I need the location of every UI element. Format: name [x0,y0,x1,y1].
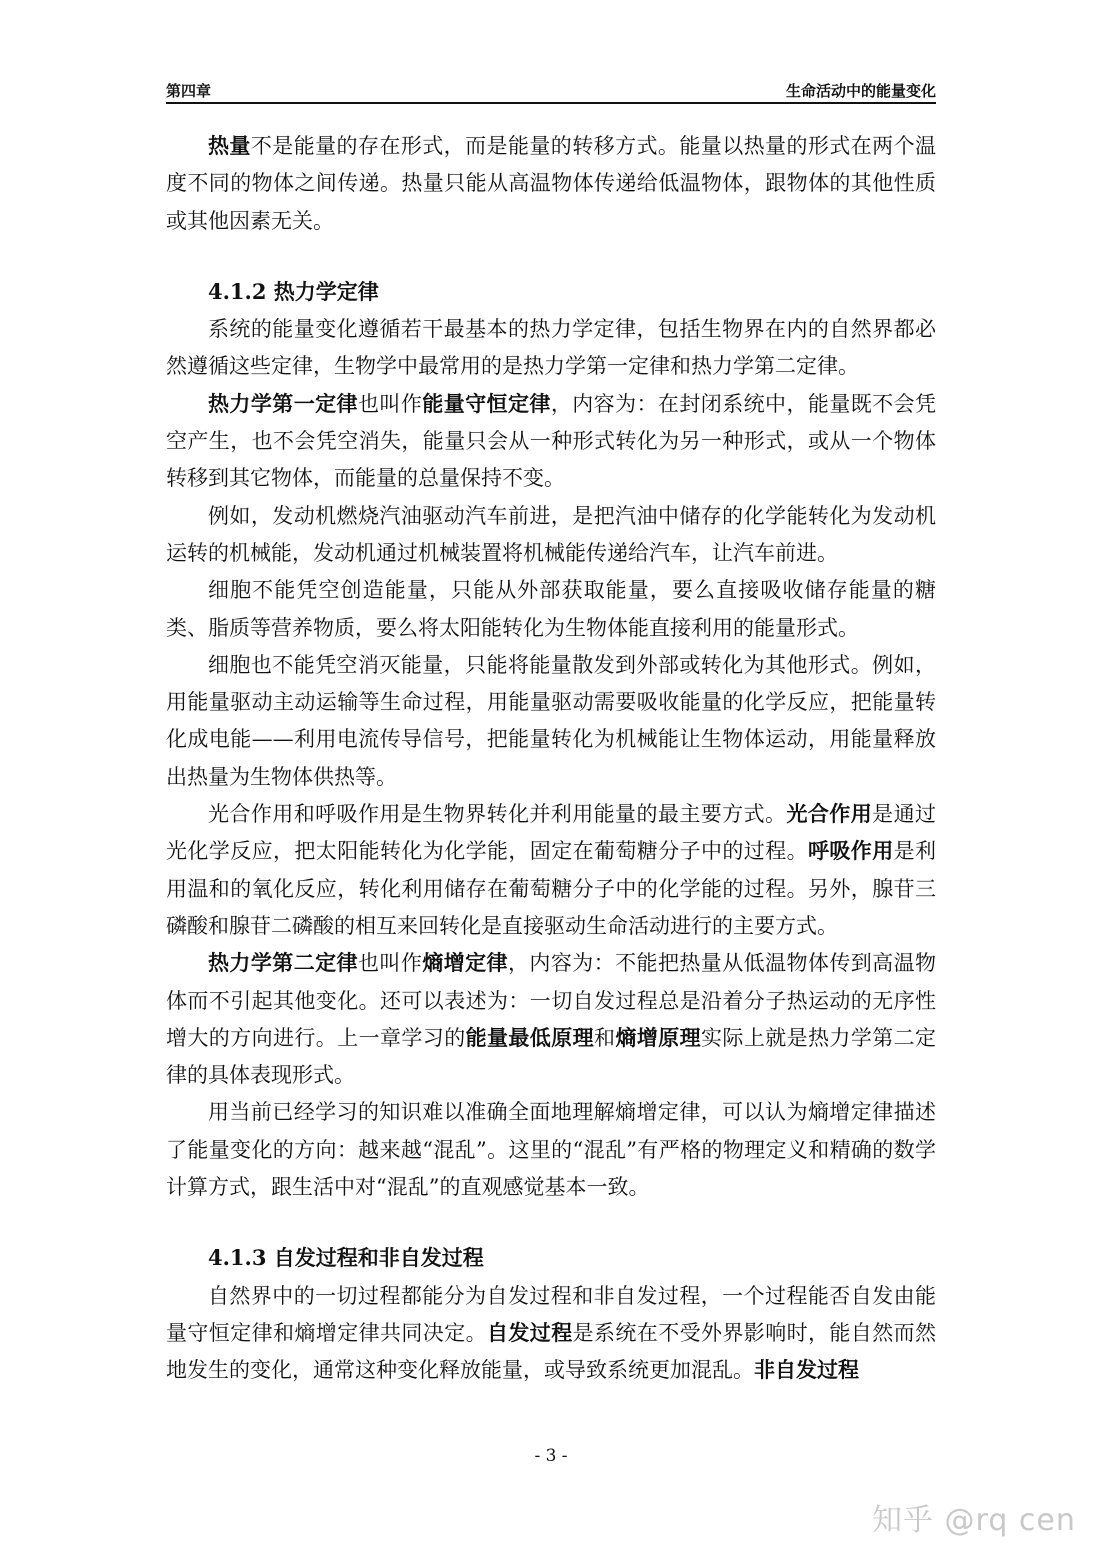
text-run: 光合作用和呼吸作用是生物界转化并利用能量的最主要方式。 [208,802,787,827]
text-run: 是利用温和的氧化反应，转化利用储存在葡萄糖分子中的化学能的过程。另外，腺苷三磷酸和腺苷二磷酸的相互来回转化是直接驱动生命活动进行的主要方式。 [166,839,937,938]
text-run: 不是能量的存在形式，而是能量的转移方式。能量以热量的形式在两个温度不同的物体之间传递。热量只能从高温物体传递给低温物体，跟物体的其他性质或其他因素无关。 [166,134,937,233]
chapter-title: 生命活动中的能量变化 [785,82,936,100]
paragraph [166,1094,936,1206]
bold-term: 呼吸作用 [808,839,894,864]
bold-term: 热力学第一定律 [208,391,358,416]
zhihu-watermark: 知乎 @rq cen [872,1503,1076,1538]
page-header [166,76,936,104]
bold-term: 能量最低原理 [465,1025,595,1050]
text-run: 和 [594,1025,616,1050]
paragraph [166,386,936,498]
bold-term: 非自发过程 [754,1358,859,1383]
text-run: ，内容为：在封闭系统中，能量既不会凭空产生，也不会凭空消失，能量只会从一种形式转化为另一种形式，或从一个物体转移到其它物体，而能量的总量保持不变。 [166,391,937,491]
bold-term: 热力学第二定律 [208,951,358,976]
page-number: - 3 - [534,1446,568,1466]
paragraph [166,311,936,386]
bold-term: 热量 [208,134,251,158]
bold-term: 光合作用 [786,802,873,827]
bold-term: 熵增定律 [422,951,508,976]
paragraph [166,128,936,240]
text-run: 也叫作 [357,391,423,416]
text-run: 例如，发动机燃烧汽油驱动汽车前进，是把汽油中储存的化学能转化为发动机运转的机械能，发动机通过机械装置将机械能传递给汽车，让汽车前进。 [166,503,936,565]
text-run: ，内容为：不能把热量从低温物体传到高温物体而不引起其他变化。还可以表述为：一切自发过程总是沿着分子热运动的无序性增大的方向进行。上一章学习的 [166,951,937,1050]
text-run: 自然界中的一切过程都能分为自发过程和非自发过程，一个过程能否自发由能量守恒定律和熵增定律共同决定。 [166,1283,936,1345]
text-run: 也叫作 [357,951,423,976]
paragraph [166,1278,936,1390]
paragraph [166,945,936,1094]
chapter-label: 第四章 [166,82,212,100]
section-number: 4.1.2 [208,278,274,304]
text-run: 是系统在不受外界影响时，能自然而然地发生的变化，通常这种变化释放能量，或导致系统更加混乱。 [166,1320,937,1383]
bold-term: 熵增原理 [615,1025,702,1050]
paragraph [166,647,936,796]
section-title: 热力学定律 [273,279,379,304]
bold-term: 自发过程 [487,1320,573,1345]
page-body [166,128,936,1390]
section-heading [166,273,936,311]
bold-term: 能量守恒定律 [422,391,551,416]
text-run: 是通过光化学反应，把太阳能转化为化学能，固定在葡萄糖分子中的过程。 [166,802,937,864]
paragraph [166,572,936,647]
section-title: 自发过程和非自发过程 [273,1246,484,1271]
text-run: 实际上就是热力学第二定律的具体表现形式。 [166,1025,937,1088]
text-run: 细胞不能凭空创造能量，只能从外部获取能量，要么直接吸收储存能量的糖类、脂质等营养物质，要么将太阳能转化为生物体能直接利用的能量形式。 [166,578,936,640]
paragraph [166,796,936,945]
text-run: 用当前已经学习的知识难以准确全面地理解熵增定律，可以认为熵增定律描述了能量变化的方向：越来越“混乱”。这里的“混乱”有严格的物理定义和精确的数学计算方式，跟生活中对“混乱”的直观感觉基本一致。 [166,1100,936,1200]
section-number: 4.1.3 [208,1245,274,1271]
text-run: 系统的能量变化遵循若干最基本的热力学定律，包括生物界在内的自然界都必然遵循这些定律，生物学中最常用的是热力学第一定律和热力学第二定律。 [166,317,936,379]
section-heading [166,1239,936,1277]
paragraph [166,498,936,573]
text-run: 细胞也不能凭空消灭能量，只能将能量散发到外部或转化为其他形式。例如，用能量驱动主动运输等生命过程，用能量驱动需要吸收能量的化学反应，把能量转化成电能——利用电流传导信号，把能量转化为机械能让生物体运动，用能量释放出热量为生物体供热等。 [166,652,936,789]
